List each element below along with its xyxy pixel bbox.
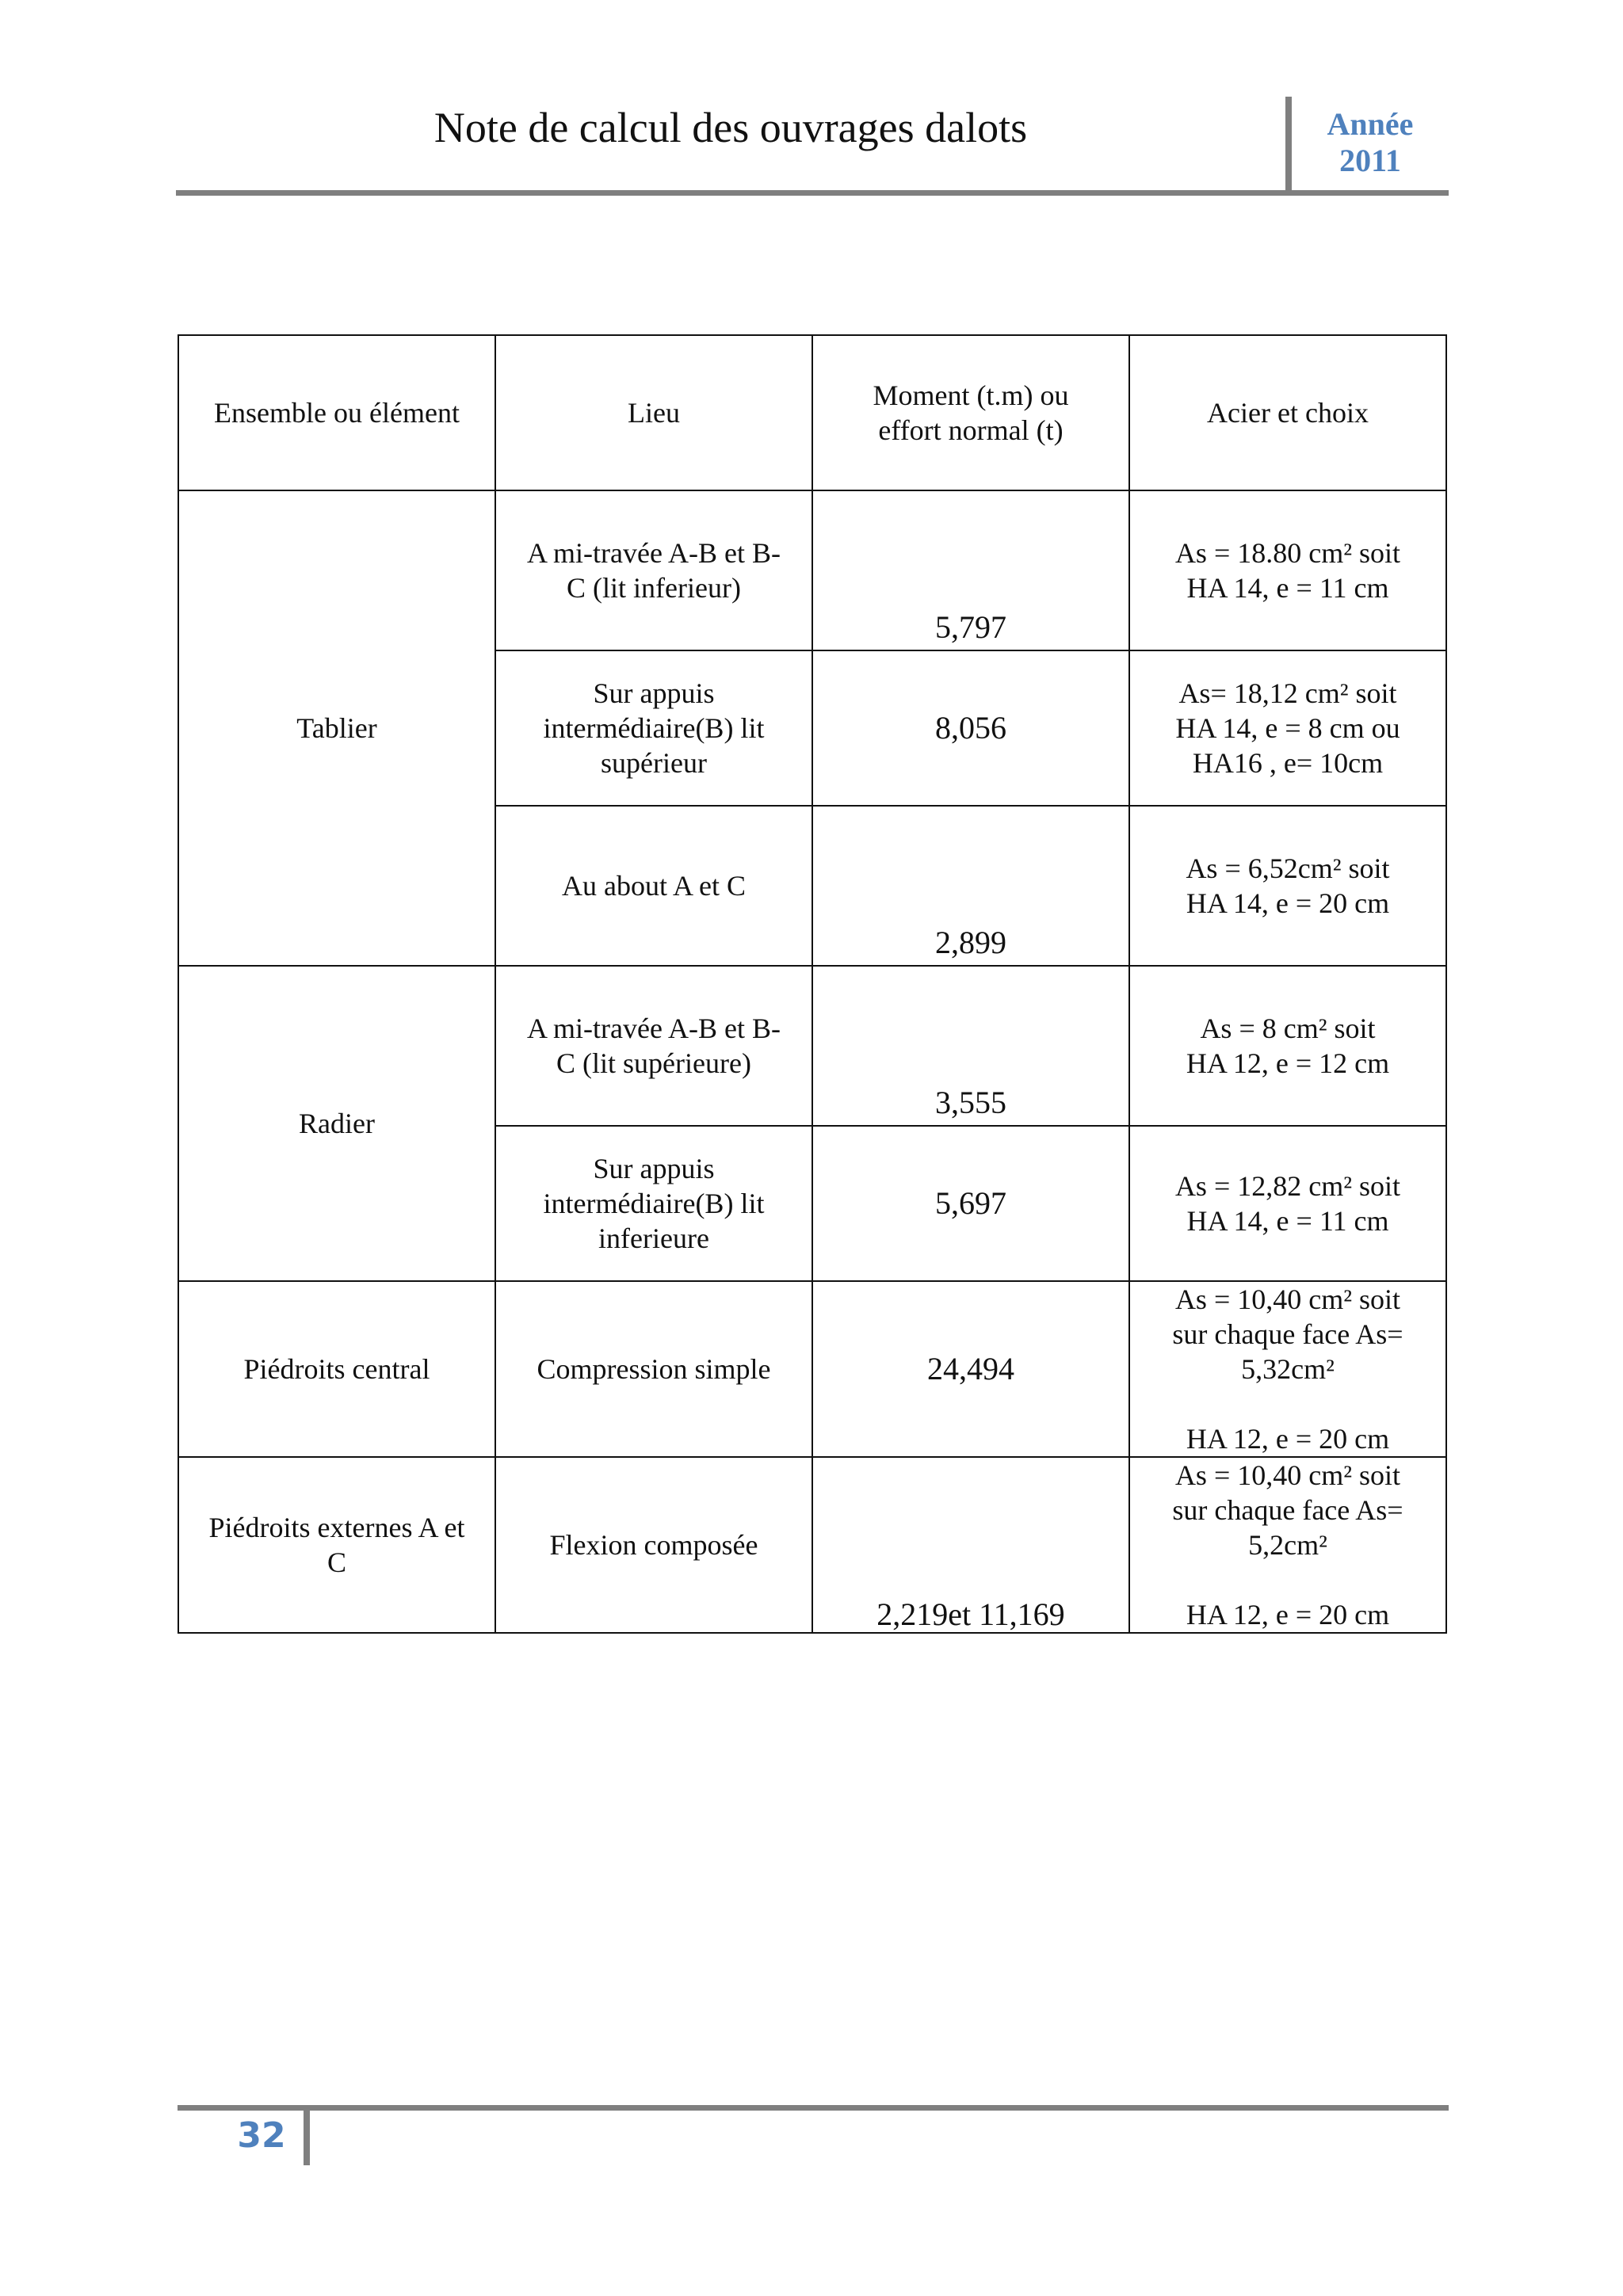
table-row (178, 1457, 1446, 1633)
header-rule (176, 190, 1449, 196)
acier-cell: As = 10,40 cm² soit sur chaque face As= 5,2cm² HA 12, e = 20 cm (1129, 1457, 1446, 1633)
element-cell-piedroits-central: Piédroits central (178, 1281, 495, 1457)
lieu-cell: Sur appuis intermédiaire(B) lit supérieur (495, 650, 812, 806)
year-label: Année (1327, 106, 1414, 142)
element-cell-radier: Radier (178, 966, 495, 1281)
footer-divider (304, 2105, 310, 2165)
element-cell-tablier: Tablier (178, 490, 495, 966)
value-cell: 2,219et 11,169 (812, 1457, 1129, 1633)
value-cell: 5,797 (812, 490, 1129, 650)
table-header-row (178, 335, 1446, 490)
lieu-cell: Flexion composée (495, 1457, 812, 1633)
column-header-moment: Moment (t.m) ou effort normal (t) (812, 335, 1129, 490)
year-value: 2011 (1339, 143, 1401, 178)
table-row (178, 966, 1446, 1126)
acier-cell: As = 6,52cm² soit HA 14, e = 20 cm (1129, 806, 1446, 966)
acier-cell: As= 18,12 cm² soit HA 14, e = 8 cm ou HA16 , e= 10cm (1129, 650, 1446, 806)
calculation-table (178, 334, 1447, 1634)
acier-cell: As = 12,82 cm² soit HA 14, e = 11 cm (1129, 1126, 1446, 1281)
acier-cell: As = 8 cm² soit HA 12, e = 12 cm (1129, 966, 1446, 1126)
value-cell: 24,494 (812, 1281, 1129, 1457)
lieu-cell: Sur appuis intermédiaire(B) lit inferieure (495, 1126, 812, 1281)
column-header-element: Ensemble ou élément (178, 335, 495, 490)
lieu-cell: Au about A et C (495, 806, 812, 966)
page-header (176, 95, 1449, 198)
element-cell-piedroits-externes: Piédroits externes A et C (178, 1457, 495, 1633)
column-header-lieu: Lieu (495, 335, 812, 490)
lieu-cell: A mi-travée A-B et B- C (lit inferieur) (495, 490, 812, 650)
column-header-acier: Acier et choix (1129, 335, 1446, 490)
value-cell: 5,697 (812, 1126, 1129, 1281)
header-year-block (1292, 106, 1449, 179)
value-cell: 2,899 (812, 806, 1129, 966)
acier-cell: As = 10,40 cm² soit sur chaque face As= 5,32cm² HA 12, e = 20 cm (1129, 1281, 1446, 1457)
acier-cell: As = 18.80 cm² soit HA 14, e = 11 cm (1129, 490, 1446, 650)
table-row (178, 490, 1446, 650)
lieu-cell: Compression simple (495, 1281, 812, 1457)
page-number: 32 (237, 2115, 286, 2156)
table-row (178, 1281, 1446, 1457)
value-cell: 3,555 (812, 966, 1129, 1126)
value-cell: 8,056 (812, 650, 1129, 806)
header-divider (1285, 97, 1292, 190)
document-title: Note de calcul des ouvrages dalots (433, 104, 1028, 151)
footer-rule (178, 2105, 1449, 2111)
lieu-cell: A mi-travée A-B et B- C (lit supérieure) (495, 966, 812, 1126)
